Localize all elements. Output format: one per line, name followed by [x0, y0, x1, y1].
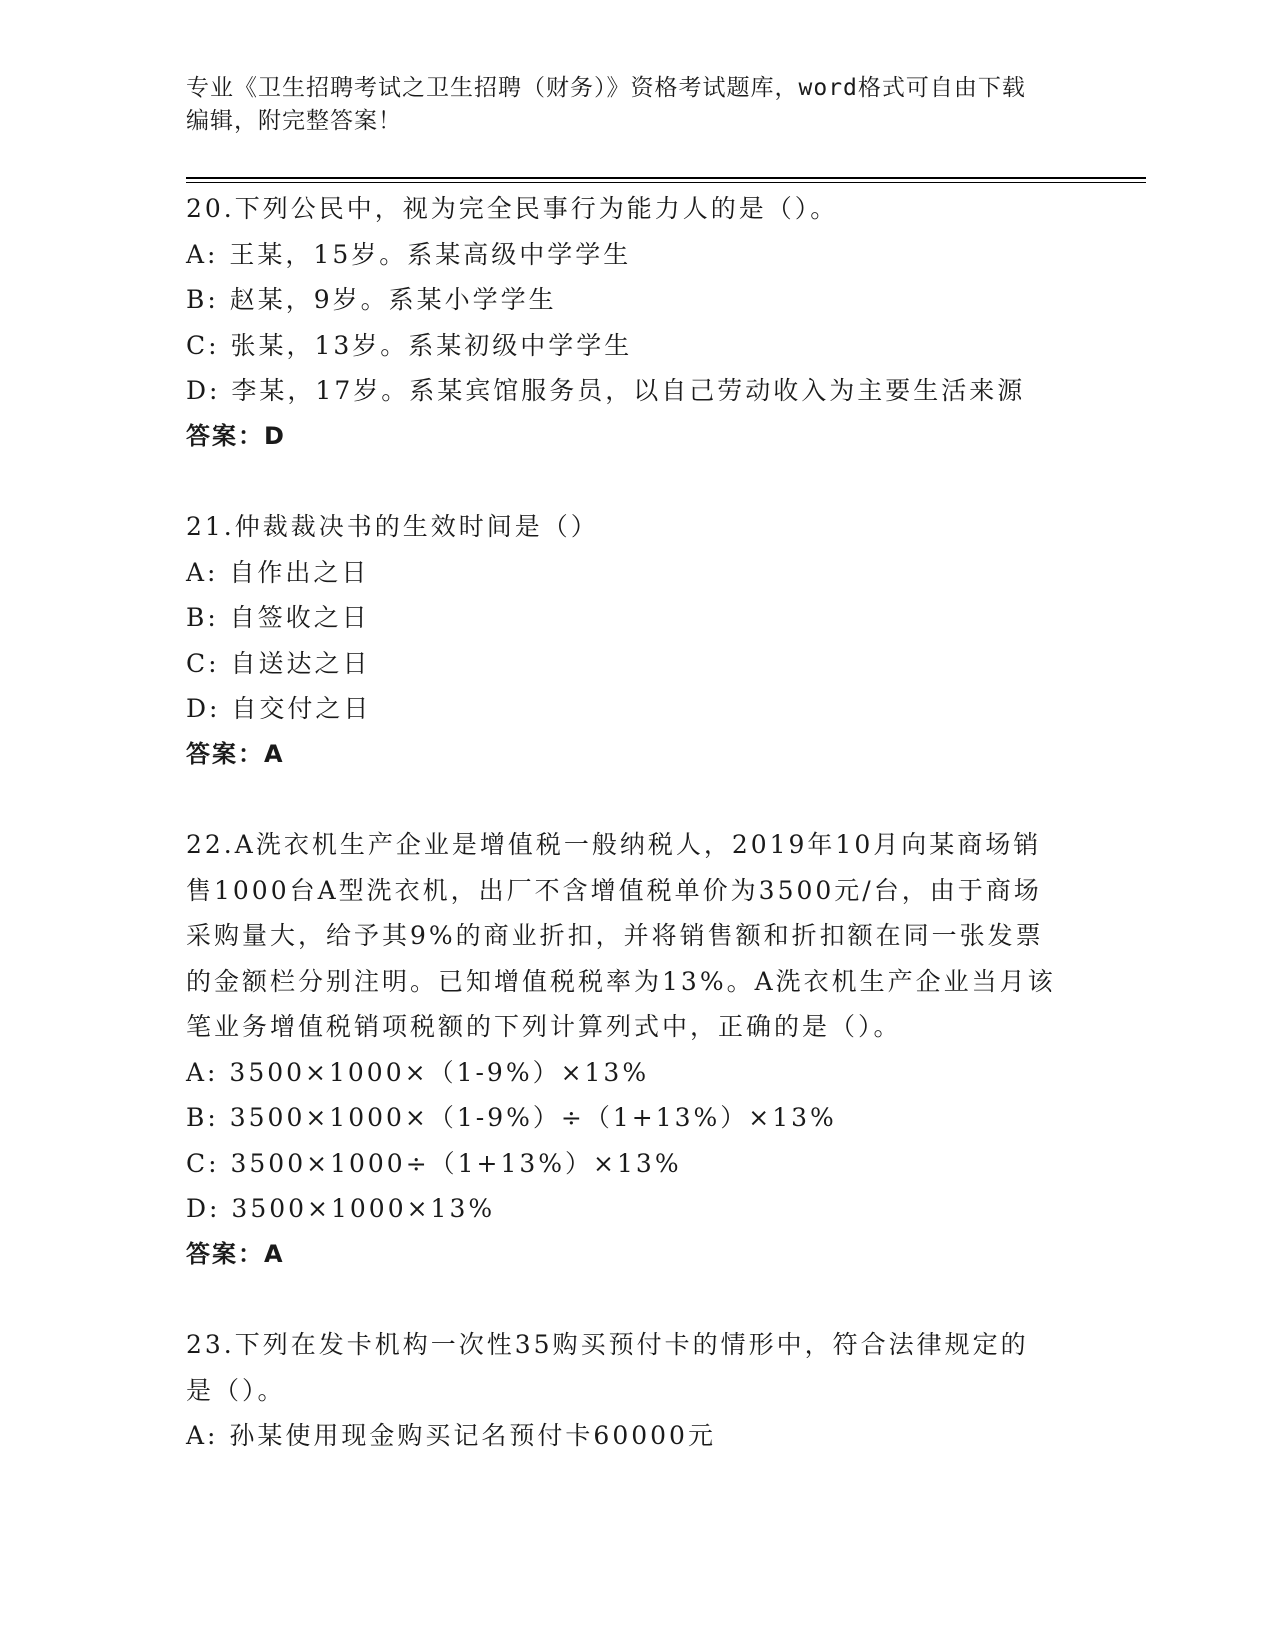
header-rule-thin — [186, 182, 1146, 183]
answer-label: 答案：D — [186, 421, 286, 450]
option-a: A: 孙某使用现金购买记名预付卡60000元 — [186, 1421, 716, 1450]
question-20 — [186, 186, 1146, 459]
header-line-1: 专业《卫生招聘考试之卫生招聘（财务）》资格考试题库，word格式可自由下载 — [186, 75, 1026, 101]
question-stem: 20.下列公民中，视为完全民事行为能力人的是（）。 — [186, 194, 839, 223]
question-list — [186, 186, 1146, 1459]
option-c: C: 3500×1000÷（1+13%）×13% — [186, 1148, 682, 1178]
question-stem-line: 是（）。 — [186, 1375, 286, 1405]
question-22 — [186, 822, 1146, 1277]
option-d: D: 自交付之日 — [186, 694, 372, 723]
option-c: C: 张某，13岁。系某初级中学学生 — [186, 330, 633, 360]
question-spacer — [186, 1277, 1146, 1322]
header-rule-thick — [186, 177, 1146, 179]
header-line-2: 编辑，附完整答案！ — [186, 108, 402, 134]
option-a: A: 王某，15岁。系某高级中学学生 — [186, 239, 632, 269]
option-a: A: 自作出之日 — [186, 557, 370, 587]
question-stem-line: 售1000台A型洗衣机，出厂不含增值税单价为3500元/台，由于商场 — [186, 875, 1042, 905]
question-23 — [186, 1322, 1146, 1459]
option-d: D: 李某，17岁。系某宾馆服务员，以自己劳动收入为主要生活来源 — [186, 376, 1026, 405]
question-stem-line: 23.下列在发卡机构一次性35购买预付卡的情形中，符合法律规定的 — [186, 1330, 1029, 1359]
option-b: B: 赵某，9岁。系某小学学生 — [186, 285, 557, 314]
question-spacer — [186, 459, 1146, 504]
question-21 — [186, 504, 1146, 777]
question-stem-line: 的金额栏分别注明。已知增值税税率为13%。A洗衣机生产企业当月该 — [186, 966, 1056, 996]
option-c: C: 自送达之日 — [186, 648, 371, 678]
option-b: B: 自签收之日 — [186, 603, 370, 632]
answer-label: 答案：A — [186, 739, 285, 768]
question-spacer — [186, 777, 1146, 822]
question-stem-line: 22.A洗衣机生产企业是增值税一般纳税人，2019年10月向某商场销 — [186, 830, 1042, 859]
answer-label: 答案：A — [186, 1239, 285, 1268]
option-d: D: 3500×1000×13% — [186, 1194, 496, 1223]
option-b: B: 3500×1000×（1-9%）÷（1+13%）×13% — [186, 1103, 837, 1132]
question-stem-line: 笔业务增值税销项税额的下列计算列式中，正确的是（）。 — [186, 1012, 902, 1041]
option-a: A: 3500×1000×（1-9%）×13% — [186, 1057, 650, 1087]
question-stem-line: 采购量大，给予其9%的商业折扣，并将销售额和折扣额在同一张发票 — [186, 921, 1044, 950]
document-header — [186, 72, 1066, 138]
question-stem: 21.仲裁裁决书的生效时间是（） — [186, 512, 599, 541]
